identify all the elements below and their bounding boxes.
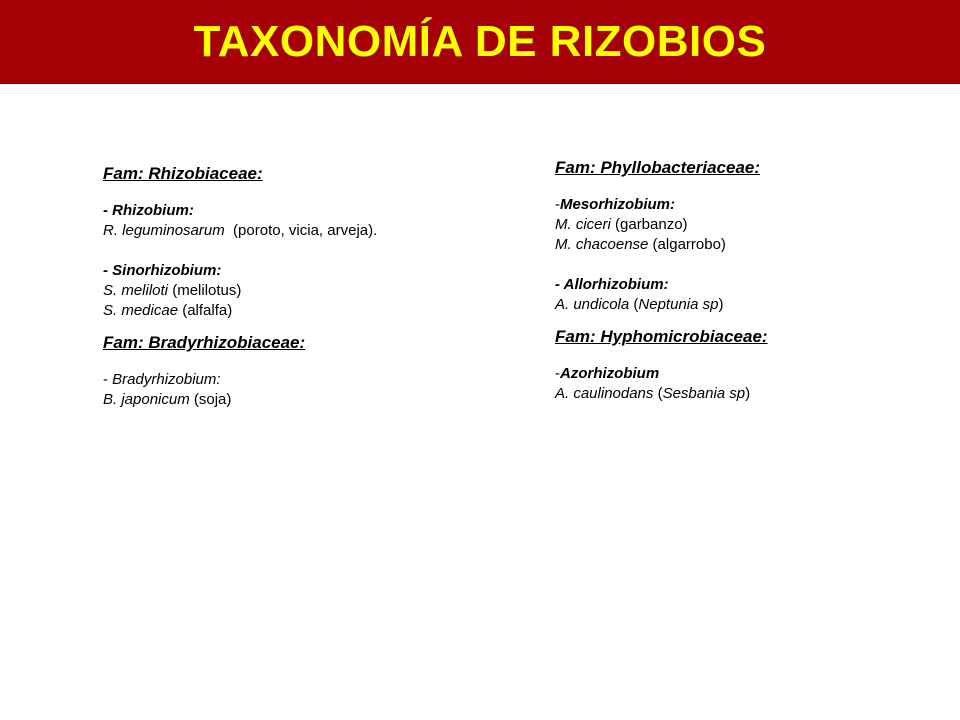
species-name: R. leguminosarum	[103, 222, 225, 239]
host-close: )	[745, 385, 751, 402]
genus-name: Mesorhizobium:	[560, 196, 675, 213]
species-s-meliloti	[103, 281, 503, 301]
genus-rhizobium: - Rhizobium:	[103, 202, 194, 219]
genus-azorhizobium	[555, 364, 915, 384]
species-name: S. meliloti	[103, 282, 169, 299]
species-name: S. medicae	[103, 302, 179, 319]
genus-dash: -	[555, 196, 560, 213]
host-text: (garbanzo)	[610, 216, 688, 233]
host-close: )	[718, 296, 724, 313]
page-title: TAXONOMÍA DE RIZOBIOS	[193, 17, 767, 66]
species-name: M. ciceri	[555, 216, 611, 233]
genus-allorhizobium: - Allorhizobium:	[555, 276, 669, 293]
host-text: (alfalfa)	[178, 302, 233, 319]
host-text: (poroto, vicia, arveja).	[224, 222, 378, 239]
host-open: (	[653, 385, 663, 402]
genus-dash: -	[103, 371, 113, 388]
genus-mesorhizobium	[555, 195, 915, 215]
species-a-caulinodans	[555, 384, 915, 404]
genus-name: Bradyrhizobium:	[112, 371, 221, 388]
host-text: (melilotus)	[168, 282, 242, 299]
title-bar	[0, 0, 960, 84]
species-name: B. japonicum	[103, 391, 190, 408]
left-column	[103, 162, 503, 410]
host-name: Neptunia sp	[638, 296, 719, 313]
species-b-japonicum	[103, 390, 503, 410]
species-a-undicola	[555, 295, 915, 315]
family-bradyrhizobiaceae: Fam: Bradyrhizobiaceae:	[103, 333, 306, 352]
family-hyphomicrobiaceae: Fam: Hyphomicrobiaceae:	[555, 327, 768, 346]
genus-name: Azorhizobium	[560, 365, 660, 382]
species-name: A. caulinodans	[555, 385, 654, 402]
species-r-leguminosarum	[103, 221, 503, 241]
host-text: (soja)	[189, 391, 232, 408]
family-phyllobacteriaceae: Fam: Phyllobacteriaceae:	[555, 158, 761, 177]
species-m-ciceri	[555, 215, 915, 235]
host-name: Sesbania sp	[662, 385, 746, 402]
species-s-medicae	[103, 301, 503, 321]
species-m-chacoense	[555, 235, 915, 255]
host-text: (algarrobo)	[648, 236, 726, 253]
genus-dash: -	[555, 365, 560, 382]
species-name: M. chacoense	[555, 236, 649, 253]
family-rhizobiaceae: Fam: Rhizobiaceae:	[103, 164, 263, 183]
genus-bradyrhizobium	[103, 370, 503, 390]
host-open: (	[629, 296, 639, 313]
right-column	[555, 156, 915, 404]
species-name: A. undicola	[555, 296, 630, 313]
genus-sinorhizobium: - Sinorhizobium:	[103, 262, 222, 279]
